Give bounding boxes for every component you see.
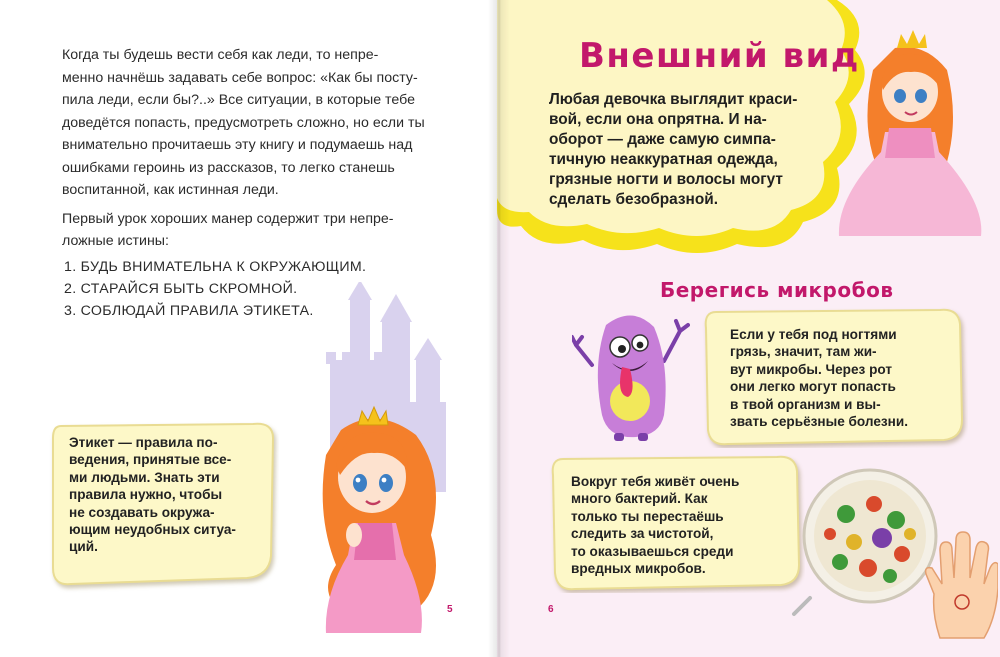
note-line: много бактерий. Как	[571, 491, 708, 507]
note-line: ций.	[69, 539, 98, 555]
text-line: доведётся попасть, предусмотреть сложно, но если ты	[62, 114, 425, 131]
note-line: они легко могут попасть	[730, 379, 896, 395]
princess-right-illustration	[835, 22, 985, 244]
text-line: Любая девочка выглядит краси-	[549, 91, 798, 108]
princess-left-illustration	[296, 395, 456, 635]
rule-item: 1. БУДЬ ВНИМАТЕЛЬНА К ОКРУЖАЮЩИМ.	[64, 259, 367, 275]
text-line: пила леди, если бы?..» Все ситуации, в которые тебе	[62, 92, 415, 108]
note-line: ми людьми. Знать эти	[69, 469, 220, 485]
note-line: только ты перестаёшь	[571, 508, 724, 524]
book-gutter	[488, 0, 510, 657]
microbes-note-bubble	[700, 306, 968, 448]
bacteria-note-bubble	[549, 455, 805, 593]
rule-item: 3. СОБЛЮДАЙ ПРАВИЛА ЭТИКЕТА.	[64, 303, 314, 319]
text-line: тичную неаккуратная одежда,	[549, 151, 778, 168]
note-line: Этикет — правила по-	[69, 435, 218, 450]
text-line: Когда ты будешь вести себя как леди, то непре-	[62, 47, 379, 63]
note-line: звать серьёзные болезни.	[730, 414, 909, 430]
note-line: правила нужно, чтобы	[69, 487, 223, 503]
hand-illustration	[918, 528, 998, 640]
page-number-right: 6	[548, 604, 554, 615]
note-line: ющим неудобных ситуа-	[69, 522, 236, 538]
intro-text-left	[62, 44, 447, 253]
intro-text-right	[549, 90, 849, 210]
note-line: вут микробы. Через рот	[730, 361, 892, 377]
rule-item: 2. СТАРАЙСЯ БЫТЬ СКРОМНОЙ.	[64, 281, 298, 297]
page-number-left: 5	[447, 604, 453, 615]
note-line: то оказываешься среди	[571, 543, 734, 559]
text-line: оборот — даже самую симпа-	[549, 131, 776, 148]
note-line: следить за чистотой,	[571, 526, 714, 542]
text-line: внимательно прочитаешь эту книгу и подумаешь над	[62, 137, 413, 153]
page-title: Внешний вид	[579, 36, 860, 76]
section-title-microbes: Берегись микробов	[660, 278, 894, 302]
text-line: ложные истины:	[62, 233, 169, 249]
germ-monster-illustration	[572, 305, 690, 443]
note-line: не создавать окружа-	[69, 504, 215, 520]
text-line: менно начнёшь задавать себе вопрос: «Как бы посту-	[62, 69, 418, 86]
text-line: сделать безобразной.	[549, 191, 718, 208]
text-line: воспитанной, как истинная леди.	[62, 182, 279, 198]
note-line: ведения, принятые все-	[69, 452, 232, 468]
text-line: Первый урок хороших манер содержит три непре-	[62, 210, 394, 227]
note-line: в твой организм и вы-	[730, 396, 881, 412]
note-line: Если у тебя под ногтями	[730, 327, 897, 342]
text-line: грязные ногти и волосы могут	[549, 171, 783, 188]
note-line: грязь, значит, там жи-	[730, 344, 877, 360]
text-line: вой, если она опрятна. И на-	[549, 111, 767, 128]
etiquette-note-bubble	[47, 418, 279, 593]
text-line: ошибками героинь из рассказов, то легко станешь	[62, 159, 395, 176]
note-line: Вокруг тебя живёт очень	[571, 474, 740, 489]
note-line: вредных микробов.	[571, 561, 706, 577]
